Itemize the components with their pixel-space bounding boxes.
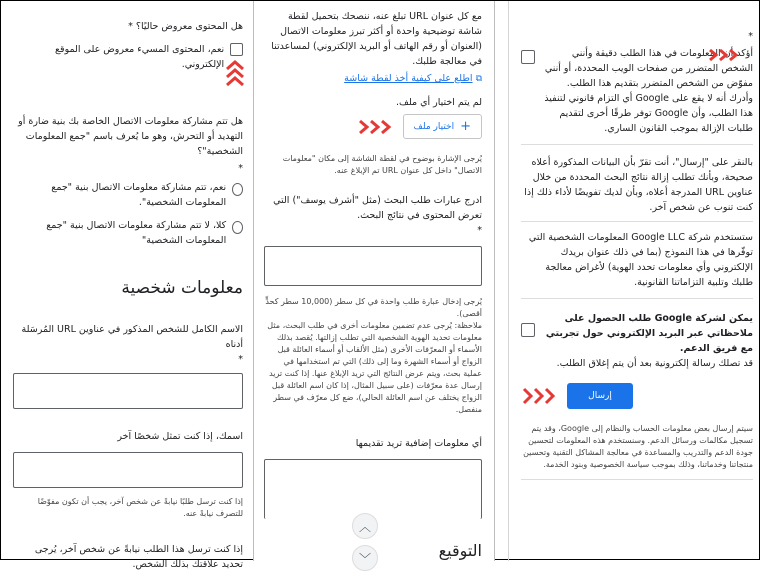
external-link-icon: ⧉: [475, 74, 482, 84]
rep-name-input[interactable]: [13, 452, 243, 488]
consent-checkbox[interactable]: [521, 50, 535, 64]
screenshot-note: يُرجى الإشارة بوضوح في لقطة الشاشة إلى مكان "معلومات الاتصال" داخل كل عنوان URL تم الإبلاغ عنه.: [282, 154, 482, 175]
required-star: *: [477, 225, 482, 236]
required-star: *: [238, 354, 243, 365]
search-terms-note: ملاحظة: يُرجى عدم تضمين معلومات أخرى في طلب البحث، مثل معلومات تحديد الهوية الشخصية التي تطلب إزالتها. يُقصد بذلك الأسماء أو المعرّفات الأخرى (مثل الألقاب أو أسماء العائلة قبل الزواج أو أسماء الشهرة وما إلى ذلك) التي تم استخدامها في عملية بحث، ويتم عرض النتائج التي تريد الإبلاغ عنها. إذا كنت تريد إرسال عدة معرّفات (على سبيل المثال، إذا كان اسم العائلة قبل الزواج يختلف عن اسم العائلة الحالي)، ضع كل معرّف في سطر منفصل.: [267, 321, 482, 414]
submit-note: بالنقر على "إرسال"، أنت تقرّ بأن البيانات المذكورة أعلاه صحيحة، وبأنك تطلب إزالة نتائج البحث المحددة من خلال عناوين URL المدرجة أعلاه، وبأن لديك تفويضًا لأداء ذلك إذا كنت تنوب عن شخص آخر.: [524, 157, 753, 213]
form-column-left: [1, 1, 253, 570]
footer-text: سيتم إرسال بعض معلومات الحساب والنظام إلى Google، وقد يتم تسجيل مكالمات ورسائل الدعم. وسنستخدم هذه المعلومات لتحسين جودة الدعم والتدريب والمساعدة في معالجة المشاكل التقنية وتحسين منتجاتنا وخدماتنا، وذلك بموجب سياسة الخصوصية وبنود الخدمة.: [523, 424, 753, 469]
doxxing-yes-radio[interactable]: [232, 183, 243, 196]
required-star: *: [748, 31, 753, 42]
plus-icon: +: [460, 119, 471, 134]
required-star: *: [238, 163, 243, 174]
content-live-checkbox[interactable]: [230, 43, 243, 56]
form-column-middle: [253, 1, 495, 566]
section-title-personal: معلومات شخصية: [121, 278, 243, 298]
rep-name-note: إذا كنت ترسل طلبًا نيابةً عن شخص آخر، يجب أن تكون مفوّضًا للتصرف نيابةً عنه.: [37, 497, 243, 518]
doxxing-no-label: كلا، لا تتم مشاركة معلومات الاتصال بنية "جمع المعلومات الشخصية": [46, 220, 227, 246]
fullname-input[interactable]: [13, 373, 243, 409]
extra-info-label: أي معلومات إضافية تريد تقديمها: [355, 438, 482, 449]
scroll-down-button[interactable]: [352, 545, 378, 571]
file-row: [264, 114, 482, 139]
radio-row-no: [13, 218, 243, 248]
choose-file-button[interactable]: [403, 114, 482, 139]
search-terms-label: ادرج عبارات طلب البحث (مثل "أشرف يوسف") التي تعرض المحتوى في نتائج البحث.: [273, 195, 482, 221]
send-button[interactable]: إرسال: [567, 383, 633, 409]
doxxing-yes-label: نعم، تتم مشاركة معلومات الاتصال بنية "جمع المعلومات الشخصية".: [51, 182, 227, 208]
search-terms-note-limit: يُرجى إدخال عبارة طلب واحدة في كل سطر (10,000 سطر كحدٍّ أقصى).: [265, 297, 482, 318]
signature-heading: التوقيع: [438, 541, 482, 560]
search-terms-input[interactable]: [264, 246, 482, 286]
chevron-up-icon: ︿: [359, 519, 372, 534]
choose-file-label: اختيار ملف: [413, 121, 455, 132]
content-live-label: نعم، المحتوى المسيء معروض على الموقع الإلكتروني.: [54, 44, 225, 70]
relation-label: إذا كنت ترسل هذا الطلب نيابةً عن شخص آخر، يُرجى تحديد علاقتك بذلك الشخص.: [34, 544, 243, 570]
screenshot-help-row: [264, 71, 482, 87]
feedback-row: [521, 311, 753, 371]
scroll-up-button[interactable]: [352, 513, 378, 539]
usage-note: ستستخدم شركة Google LLC المعلومات الشخصية التي توفّرها في هذا النموذج (بما في ذلك عنوان بريدك الإلكتروني وأي معلومات تحدد الهوية) لأغراض معالجة طلبك وتلبية التزاماتنا القانونية.: [528, 232, 753, 288]
checkbox-row-content: [13, 42, 243, 72]
feedback-checkbox[interactable]: [521, 323, 535, 337]
fullname-label: الاسم الكامل للشخص المذكور في عناوين URL المُرسَلة أدناه: [21, 324, 243, 350]
doxxing-no-radio[interactable]: [232, 221, 243, 234]
send-row: [521, 383, 753, 409]
feedback-label: يمكن لشركة Google طلب الحصول على ملاحظاتي عبر البريد الإلكتروني حول تجربتي مع فريق الدعم.: [545, 313, 753, 354]
url-intro-text: مع كل عنوان URL تبلغ عنه، ننصحك بتحميل لقطة شاشة توضيحية واحدة أو أكثر تبرز معلومات الاتصال (العنوان أو رقم الهاتف أو البريد الإلكتروني) لمساعدتنا في معالجة طلبك.: [271, 11, 482, 67]
consent-text: أؤكد أن المعلومات في هذا الطلب دقيقة وأنني الشخص المتضرر من صفحات الويب المحددة، أو أنني مفوّض من الشخص المتضرر بتقديم هذا الطلب. وأدرك أنه لا يقع على Google أي التزام قانوني لتنفيذ هذا الطلب، وأن Google توفر طرقًا أخرى لتقديم طلبات الإزالة بموجب القانون الساري.: [544, 48, 753, 134]
no-file-text: لم يتم اختيار أي ملف.: [395, 97, 482, 108]
screenshot-help-link[interactable]: اطلع على كيفية أخذ لقطة شاشة: [344, 73, 473, 84]
feedback-note: قد تصلك رسالة إلكترونية بعد أن يتم إغلاق الطلب.: [556, 358, 753, 369]
radio-row-yes: [13, 180, 243, 210]
arrow-annotation-icon: [357, 118, 397, 136]
form-column-submit: [508, 1, 760, 561]
question-content-current: هل المحتوى معروض حاليًا؟ *: [128, 21, 243, 32]
rep-name-label: اسمك، إذا كنت تمثل شخصًا آخر: [117, 431, 243, 442]
extra-info-input[interactable]: [264, 459, 482, 519]
arrow-annotation-icon: [521, 386, 561, 406]
chevron-down-icon: ﹀: [359, 551, 372, 566]
arrow-annotation-icon: [707, 47, 741, 63]
arrow-annotation-icon: [216, 59, 246, 89]
question-doxxing: هل تتم مشاركة معلومات الاتصال الخاصة بك بنية ضارة أو التهديد أو التحرش، وهو ما يُعرف باسم "جمع المعلومات الشخصية"؟: [18, 116, 243, 157]
